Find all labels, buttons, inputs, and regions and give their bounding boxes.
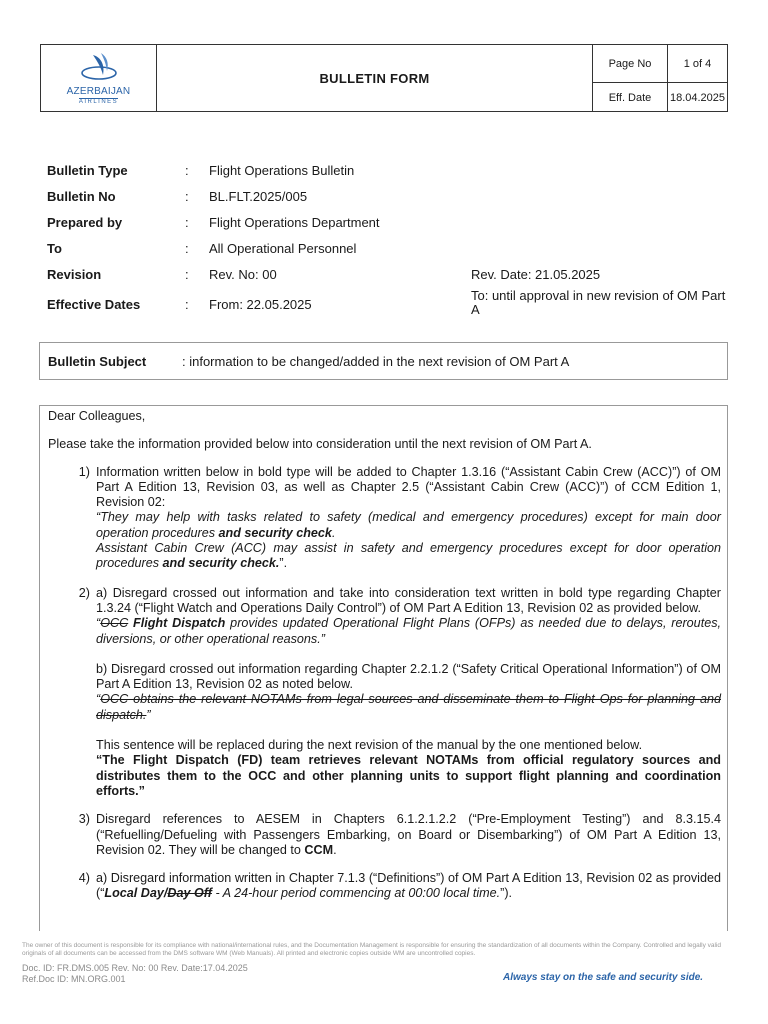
info-label: Prepared by xyxy=(47,214,123,230)
struck-text: OCC obtains the relevant NOTAMs from legal sources and disseminate them to Flight Ops for planning and dispatch. xyxy=(96,692,721,722)
form-title-cell xyxy=(157,45,593,111)
bulletin-body xyxy=(39,405,728,931)
info-row-effective-dates xyxy=(47,287,727,321)
spacer xyxy=(96,723,721,738)
footer-disclaimer: The owner of this document is responsible for its compliance with national/international rules, and the Documentation Management is responsible for ensuring the standardization of all documents within the Company. Controlled and legally valid originals of all documents can be accessed from the DMS software WM (Web Manuals). All printed and electronic copies outside WM are uncontrolled copies. xyxy=(22,942,722,957)
struck-text: OCC xyxy=(100,616,129,631)
quote-paragraph xyxy=(96,616,721,647)
item-paragraph xyxy=(96,871,721,902)
logo-name: AZERBAIJAN xyxy=(66,86,131,97)
text-end: ”). xyxy=(500,886,513,901)
quote-bold: and security check. xyxy=(162,556,280,571)
logo-subtitle: AIRLINES xyxy=(78,99,119,105)
quote-text: Assistant Cabin Crew (ACC) may assist in safety and emergency procedures except for door operation procedures xyxy=(96,541,721,571)
text-end: . xyxy=(333,842,337,857)
info-colon: : xyxy=(185,297,189,312)
item-text: Information written below in bold type will be added to Chapter 1.3.16 (“Assistant Cabin Crew (ACC)”) of OM Part A Edition 13, Revision 03, as well as Chapter 2.5 (“Assistant Cabin Crew (ACC)”) of CCM Edition 1, Revision 02: xyxy=(96,464,721,510)
company-logo xyxy=(41,45,157,111)
spacer xyxy=(96,647,721,662)
item-number: 1) xyxy=(78,464,90,479)
item-text: This sentence will be replaced during the next revision of the manual by the one mentioned below. xyxy=(96,738,643,753)
list-item xyxy=(48,586,721,800)
info-value: Flight Operations Department xyxy=(209,214,380,230)
subject-label: Bulletin Subject xyxy=(48,353,147,369)
footer-slogan: Always stay on the safe and security side. xyxy=(503,972,704,983)
item-number: 4) xyxy=(78,871,90,886)
bold-term: Local Day/ xyxy=(104,886,168,901)
info-row-type xyxy=(47,157,727,183)
airline-logo-icon xyxy=(79,51,119,85)
item-content xyxy=(96,871,721,902)
info-colon: : xyxy=(185,188,189,204)
eff-date-label: Eff. Date xyxy=(593,83,668,112)
intro-paragraph: Please take the information provided below into consideration until the next revision of OM Part A. xyxy=(48,437,592,452)
list-item xyxy=(48,871,721,902)
page-no-label: Page No xyxy=(593,45,668,83)
info-label: Bulletin No xyxy=(47,188,116,204)
bulletin-info xyxy=(47,157,727,321)
quote-end: ” xyxy=(146,707,151,722)
quote-bold: and security check xyxy=(218,525,332,540)
info-row-prepared-by xyxy=(47,209,727,235)
bold-statement: “The Flight Dispatch (FD) team retrieves relevant NOTAMs from official regulatory sources and distributes them to the OCC and other planning units to support flight planning and coordination efforts.” xyxy=(96,753,721,798)
info-colon: : xyxy=(185,266,189,282)
ref-doc-id: Ref.Doc ID: MN.ORG.001 xyxy=(22,974,126,984)
effective-until: To: until approval in new revision of OM Part A xyxy=(471,288,726,317)
quote-end: ”. xyxy=(279,556,288,571)
item-text: a) Disregard information written in Chapter 7.1.3 (“Definitions”) of OM Part A Edition 13, Revision 02 as provided (“ xyxy=(96,871,721,901)
info-colon: : xyxy=(185,162,189,178)
quote-mark: “ xyxy=(96,510,101,525)
list-item xyxy=(48,812,721,858)
quote-mark: “ xyxy=(96,616,101,631)
item-content xyxy=(96,586,721,800)
item-text: Disregard references to AESEM in Chapters 6.1.2.1.2.2 (“Pre-Employment Testing”) and 8.3.15.4 (“Refuelling/Defueling with Passengers Embarking, on Board or Disembarking”) of OM Part A Edition 13, Revision 02. They will be changed to xyxy=(96,812,721,857)
info-colon: : xyxy=(185,240,189,256)
revision-date: Rev. Date: 21.05.2025 xyxy=(471,266,601,282)
bulletin-header xyxy=(40,44,728,112)
info-row-to xyxy=(47,235,727,261)
info-row-number xyxy=(47,183,727,209)
quote-end: . xyxy=(331,525,336,540)
meta-table xyxy=(593,45,727,111)
info-value: From: 22.05.2025 xyxy=(209,297,312,312)
item-number: 3) xyxy=(78,812,90,827)
quote-bold: Flight Dispatch xyxy=(128,616,226,631)
quote-mark: “ xyxy=(96,692,101,707)
form-title: BULLETIN FORM xyxy=(319,70,430,86)
info-value: Rev. No: 00 xyxy=(209,266,277,282)
item-text: b) Disregard crossed out information regarding Chapter 2.2.1.2 (“Safety Critical Operational Information”) of OM Part A Edition 13, Revision 02 as noted below. xyxy=(96,661,721,692)
quote-text: provides updated Operational Flight Plans (OFPs) as needed due to delays, reroutes, diversions, or other operational reasons.” xyxy=(96,616,721,646)
item-content xyxy=(96,812,721,858)
info-label: Revision xyxy=(47,266,102,282)
list-item xyxy=(48,465,721,572)
definition-text: - A 24-hour period commencing at 00:00 local time. xyxy=(211,886,501,901)
subject-value: : information to be changed/added in the next revision of OM Part A xyxy=(182,353,570,369)
info-colon: : xyxy=(185,214,189,230)
greeting: Dear Colleagues, xyxy=(48,409,146,423)
info-label: Bulletin Type xyxy=(47,162,128,178)
bold-term: CCM xyxy=(304,842,334,857)
info-value: Flight Operations Bulletin xyxy=(209,162,355,178)
info-label: Effective Dates xyxy=(47,297,141,312)
info-row-revision xyxy=(47,261,727,287)
struck-text: Day Off xyxy=(167,886,212,901)
item-content xyxy=(96,465,721,572)
info-value: BL.FLT.2025/005 xyxy=(209,188,308,204)
item-paragraph xyxy=(96,812,721,858)
doc-id: Doc. ID: FR.DMS.005 Rev. No: 00 Rev. Date:17.04.2025 xyxy=(22,963,248,973)
quote-paragraph xyxy=(96,541,721,572)
bulletin-subject xyxy=(39,342,728,380)
quote-paragraph xyxy=(96,510,721,541)
info-value: All Operational Personnel xyxy=(209,240,357,256)
quote-paragraph xyxy=(96,692,721,723)
eff-date-value: 18.04.2025 xyxy=(669,91,726,104)
item-text: a) Disregard crossed out information and take into consideration text written in bold type regarding Chapter 1.3.24 (“Flight Watch and Operations Daily Control”) of OM Part A Edition 13, Revision 02 as provided below. xyxy=(96,585,721,615)
item-number: 2) xyxy=(78,585,90,600)
quote-text: They may help with tasks related to safety (medical and emergency procedures) except for main door operation procedures xyxy=(96,510,721,540)
page-no-value: 1 of 4 xyxy=(668,45,727,83)
info-label: To xyxy=(47,240,62,256)
footer-doc-ids xyxy=(22,963,248,985)
